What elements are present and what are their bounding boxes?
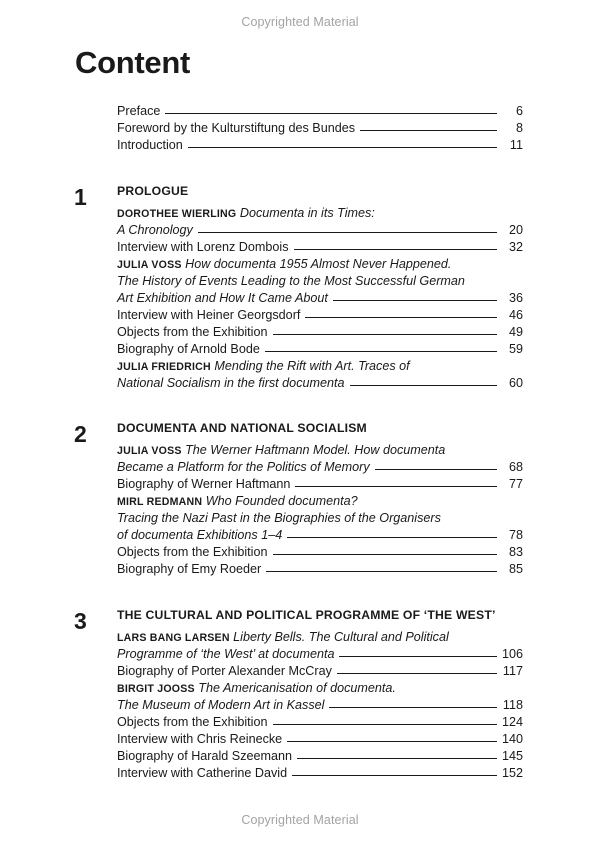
toc-entry[interactable] (117, 544, 523, 561)
page-number: 46 (508, 308, 523, 322)
essay-title: Who Founded documenta? (205, 494, 358, 508)
toc-entry[interactable] (117, 697, 523, 714)
leader-line (350, 385, 498, 386)
page-number: 8 (515, 121, 523, 135)
page-number: 59 (508, 342, 523, 356)
author-name: LARS BANG LARSEN (117, 632, 230, 644)
toc-entry-title: Preface (117, 104, 161, 118)
toc-entry-author-line[interactable] (117, 358, 523, 375)
section-number-3: 3 (74, 608, 87, 634)
leader-line (188, 147, 497, 148)
toc-entry-author-line[interactable] (117, 442, 523, 459)
author-name: MIRL REDMANN (117, 496, 203, 508)
section-2 (117, 420, 523, 578)
leader-line (265, 351, 497, 352)
page-number: 78 (508, 528, 523, 542)
essay-title: Became a Platform for the Politics of Memory (117, 460, 370, 474)
toc-entry[interactable] (117, 765, 523, 782)
section-title: PROLOGUE (117, 184, 189, 198)
page-number: 152 (501, 766, 523, 780)
page-number: 145 (501, 749, 523, 763)
toc-entry[interactable] (117, 307, 523, 324)
leader-line (287, 741, 497, 742)
essay-title: The Americanisation of documenta. (198, 681, 396, 695)
page-number: 106 (501, 647, 523, 661)
leader-line (297, 758, 497, 759)
essay-title: The Museum of Modern Art in Kassel (117, 698, 325, 712)
leader-line (287, 537, 497, 538)
toc-entry[interactable] (117, 561, 523, 578)
toc-entry-title: Interview with Chris Reinecke (117, 732, 283, 746)
toc-entry-title: Biography of Harald Szeemann (117, 749, 293, 763)
leader-line (292, 775, 497, 776)
leader-line (273, 334, 498, 335)
toc-entry-continuation[interactable] (117, 510, 523, 527)
page-number: 11 (509, 138, 523, 152)
toc-entry[interactable] (117, 646, 523, 663)
toc-entry-title: Interview with Lorenz Dombois (117, 240, 289, 254)
leader-line (339, 656, 497, 657)
essay-title: The Werner Haftmann Model. How documenta (185, 443, 446, 457)
toc-entry-title: Biography of Emy Roeder (117, 562, 262, 576)
leader-line (273, 724, 498, 725)
front-matter (117, 103, 523, 154)
toc-entry-title: Objects from the Exhibition (117, 325, 268, 339)
section-title: DOCUMENTA AND NATIONAL SOCIALISM (117, 421, 367, 435)
page-number: 118 (502, 698, 523, 712)
essay-title: Documenta in its Times: (239, 206, 375, 220)
leader-line (329, 707, 497, 708)
toc-entry[interactable] (117, 324, 523, 341)
essay-title: Liberty Bells. The Cultural and Political (233, 630, 449, 644)
essay-title: Art Exhibition and How It Came About (117, 291, 328, 305)
toc-entry-title: Objects from the Exhibition (117, 545, 268, 559)
toc-entry[interactable] (117, 222, 523, 239)
leader-line (165, 113, 497, 114)
page-number: 36 (508, 291, 523, 305)
section-number-1: 1 (74, 184, 87, 210)
toc-entry[interactable] (117, 731, 523, 748)
leader-line (294, 249, 498, 250)
essay-title: of documenta Exhibitions 1–4 (117, 528, 283, 542)
page-number: 117 (502, 664, 523, 678)
section-title: THE CULTURAL AND POLITICAL PROGRAMME OF ‘THE WEST’ (117, 608, 496, 622)
leader-line (273, 554, 498, 555)
toc-entry-title: Objects from the Exhibition (117, 715, 268, 729)
toc-entry-author-line[interactable] (117, 629, 523, 646)
toc-entry-title: Biography of Porter Alexander McCray (117, 664, 332, 678)
toc-entry-title: Interview with Catherine David (117, 766, 288, 780)
page-number: 49 (508, 325, 523, 339)
leader-line (360, 130, 497, 131)
author-name: JULIA VOSS (117, 259, 182, 271)
toc-entry[interactable] (117, 476, 523, 493)
page-number: 124 (501, 715, 523, 729)
toc-entry-title: Foreword by the Kulturstiftung des Bundes (117, 121, 356, 135)
toc-entry-title: Interview with Heiner Georgsdorf (117, 308, 301, 322)
page-number: 140 (501, 732, 523, 746)
essay-title: Mending the Rift with Art. Traces of (214, 359, 410, 373)
page-number: 85 (508, 562, 523, 576)
toc-entry-foreword[interactable] (117, 120, 523, 137)
essay-title: A Chronology (117, 223, 193, 237)
page-number: 68 (508, 460, 523, 474)
section-1 (117, 183, 523, 392)
toc-entry[interactable] (117, 663, 523, 680)
page-number: 60 (508, 376, 523, 390)
leader-line (375, 469, 497, 470)
page-number: 6 (515, 104, 523, 118)
author-name: BIRGIT JOOSS (117, 683, 195, 695)
essay-title: The History of Events Leading to the Most Successful German (117, 274, 465, 288)
page-number: 77 (508, 477, 523, 491)
copyright-watermark-top: Copyrighted Material (241, 15, 359, 29)
toc-entry[interactable] (117, 341, 523, 358)
leader-line (295, 486, 497, 487)
toc-entry-author-line[interactable] (117, 205, 523, 222)
page-number: 32 (508, 240, 523, 254)
toc-entry-introduction[interactable] (117, 137, 523, 154)
essay-title: National Socialism in the first documenta (117, 376, 345, 390)
essay-title: Programme of ‘the West’ at documenta (117, 647, 335, 661)
leader-line (266, 571, 497, 572)
toc-entry[interactable] (117, 239, 523, 256)
toc-entry-author-line[interactable] (117, 493, 523, 510)
toc-entry[interactable] (117, 375, 523, 392)
toc-entry-continuation[interactable] (117, 273, 523, 290)
leader-line (198, 232, 497, 233)
section-3 (117, 607, 523, 782)
author-name: DOROTHEE WIERLING (117, 208, 237, 220)
toc-entry-title: Biography of Arnold Bode (117, 342, 260, 356)
leader-line (333, 300, 497, 301)
section-number-2: 2 (74, 421, 87, 447)
toc-entry-author-line[interactable] (117, 680, 523, 697)
copyright-watermark-bottom: Copyrighted Material (241, 813, 359, 827)
essay-title: How documenta 1955 Almost Never Happened. (185, 257, 452, 271)
toc-entry-preface[interactable] (117, 103, 523, 120)
essay-title: Tracing the Nazi Past in the Biographies of the Organisers (117, 511, 441, 525)
author-name: JULIA FRIEDRICH (117, 361, 211, 373)
toc-entry[interactable] (117, 527, 523, 544)
page-number: 20 (508, 223, 523, 237)
toc-entry[interactable] (117, 748, 523, 765)
toc-entry[interactable] (117, 714, 523, 731)
toc-entry-title: Introduction (117, 138, 183, 152)
toc-entry[interactable] (117, 290, 523, 307)
leader-line (305, 317, 497, 318)
author-name: JULIA VOSS (117, 445, 182, 457)
toc-entry-author-line[interactable] (117, 256, 523, 273)
toc-entry-title: Biography of Werner Haftmann (117, 477, 291, 491)
toc-entry[interactable] (117, 459, 523, 476)
page-title: Content (75, 45, 190, 80)
leader-line (337, 673, 497, 674)
page-number: 83 (508, 545, 523, 559)
